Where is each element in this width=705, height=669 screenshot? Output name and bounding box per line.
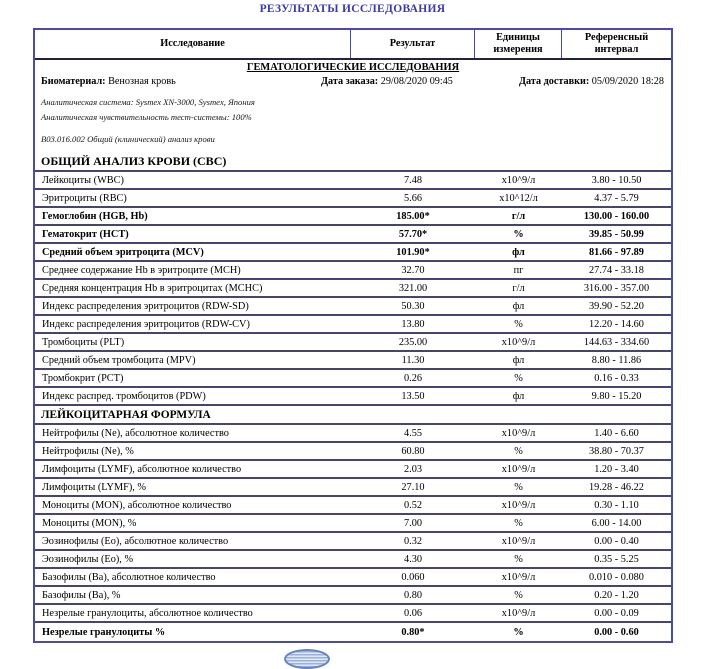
table-row bbox=[35, 515, 671, 533]
cell-name: Эозинофилы (Eo), абсолютное количество bbox=[42, 535, 229, 547]
cell-ref: 8.80 - 11.86 bbox=[591, 354, 642, 366]
cell-result: 0.32 bbox=[403, 535, 423, 547]
cell-name: Гемоглобин (HGB, Hb) bbox=[42, 210, 148, 222]
cell-units: х10^9/л bbox=[501, 499, 536, 511]
column-header-result: Результат bbox=[351, 30, 475, 58]
biomaterial-row bbox=[35, 75, 671, 92]
cell-units: пг bbox=[513, 264, 524, 276]
cell-ref: 3.80 - 10.50 bbox=[591, 174, 642, 186]
cell-units: х10^9/л bbox=[501, 427, 536, 439]
cell-units: % bbox=[514, 445, 523, 457]
column-header-units: Единицы измерения bbox=[475, 30, 562, 58]
cell-ref: 0.00 - 0.60 bbox=[594, 626, 639, 638]
cell-units: % bbox=[514, 372, 523, 384]
table-row bbox=[35, 226, 671, 244]
group-header: ОБЩИЙ АНАЛИЗ КРОВИ (СВС) bbox=[35, 152, 671, 172]
cell-name: Базофилы (Ba), % bbox=[42, 589, 121, 601]
cell-name: Незрелые гранулоциты % bbox=[42, 626, 166, 638]
cell-ref: 1.20 - 3.40 bbox=[594, 463, 639, 475]
cell-result: 0.80* bbox=[401, 626, 425, 638]
service-code-line: В03.016.002 Общий (клинический) анализ крови bbox=[41, 134, 215, 144]
cell-result: 60.80 bbox=[401, 445, 425, 457]
table-row bbox=[35, 479, 671, 497]
cell-units: х10^9/л bbox=[501, 336, 536, 348]
cell-name: Базофилы (Ba), абсолютное количество bbox=[42, 571, 216, 583]
cell-ref: 0.00 - 0.40 bbox=[594, 535, 639, 547]
cell-ref: 39.85 - 50.99 bbox=[589, 228, 644, 240]
cell-units: г/л bbox=[511, 210, 526, 222]
section-title: ГЕМАТОЛОГИЧЕСКИЕ ИССЛЕДОВАНИЯ bbox=[246, 62, 460, 73]
cell-result: 11.30 bbox=[401, 354, 425, 366]
cell-units: % bbox=[513, 228, 524, 240]
cell-name: Средняя концентрация Hb в эритроцитах (MCHC) bbox=[42, 282, 263, 294]
table-row bbox=[35, 244, 671, 262]
group-header: ЛЕЙКОЦИТАРНАЯ ФОРМУЛА bbox=[35, 406, 671, 425]
clinic-stamp-partial bbox=[284, 649, 330, 669]
cell-name: Индекс распределения эритроцитов (RDW-SD) bbox=[42, 300, 249, 312]
cell-name: Эозинофилы (Eo), % bbox=[42, 553, 134, 565]
results-table bbox=[33, 28, 673, 643]
cell-ref: 144.63 - 334.60 bbox=[583, 336, 650, 348]
cell-units: % bbox=[513, 626, 524, 638]
table-row bbox=[35, 208, 671, 226]
cell-result: 7.48 bbox=[403, 174, 423, 186]
cell-name: Тромбоциты (PLT) bbox=[42, 336, 125, 348]
cell-name: Лимфоциты (LYMF), абсолютное количество bbox=[42, 463, 242, 475]
table-row bbox=[35, 425, 671, 443]
table-row bbox=[35, 605, 671, 623]
cell-name: Нейтрофилы (Ne), % bbox=[42, 445, 134, 457]
table-row bbox=[35, 316, 671, 334]
analytic-info-block bbox=[35, 92, 671, 152]
cell-name: Средний объем тромбоцита (MPV) bbox=[42, 354, 196, 366]
cell-result: 0.26 bbox=[403, 372, 423, 384]
cell-units: % bbox=[514, 589, 523, 601]
analytic-sensitivity-line: Аналитическая чувствительность тест-системы: 100% bbox=[41, 112, 252, 122]
cell-name: Индекс распределения эритроцитов (RDW-CV) bbox=[42, 318, 250, 330]
cell-ref: 316.00 - 357.00 bbox=[583, 282, 650, 294]
table-row bbox=[35, 280, 671, 298]
table-row bbox=[35, 352, 671, 370]
cell-result: 4.55 bbox=[403, 427, 423, 439]
column-header-reference: Референсный интервал bbox=[584, 32, 649, 55]
cell-ref: 1.40 - 6.60 bbox=[594, 427, 639, 439]
table-row bbox=[35, 388, 671, 406]
cell-ref: 27.74 - 33.18 bbox=[589, 264, 644, 276]
cell-units: % bbox=[514, 481, 523, 493]
table-row bbox=[35, 190, 671, 208]
cell-ref: 19.28 - 46.22 bbox=[589, 481, 644, 493]
cell-units: фл bbox=[512, 390, 525, 402]
cell-name: Индекс распред. тромбоцитов (PDW) bbox=[42, 390, 206, 402]
cell-ref: 81.66 - 97.89 bbox=[589, 246, 644, 258]
cell-name: Незрелые гранулоциты, абсолютное количество bbox=[42, 607, 253, 619]
table-row bbox=[35, 623, 671, 641]
cell-name: Средний объем эритроцита (MCV) bbox=[42, 246, 204, 258]
table-row bbox=[35, 172, 671, 190]
cell-units: х10^9/л bbox=[501, 571, 536, 583]
table-row bbox=[35, 443, 671, 461]
cell-result: 13.50 bbox=[401, 390, 425, 402]
cell-result: 5.66 bbox=[403, 192, 423, 204]
cell-result: 321.00 bbox=[398, 282, 428, 294]
cell-ref: 0.00 - 0.09 bbox=[594, 607, 639, 619]
cell-name: Нейтрофилы (Ne), абсолютное количество bbox=[42, 427, 229, 439]
cell-ref: 4.37 - 5.79 bbox=[594, 192, 639, 204]
cell-result: 235.00 bbox=[398, 336, 428, 348]
cell-units: г/л bbox=[512, 282, 525, 294]
analytic-system-line: Аналитическая система: Sysmex XN-3000, Sysmex, Япония bbox=[41, 97, 255, 107]
table-row bbox=[35, 551, 671, 569]
result-groups bbox=[35, 152, 671, 641]
cell-units: х10^9/л bbox=[501, 463, 536, 475]
cell-name: Моноциты (MON), % bbox=[42, 517, 137, 529]
cell-name: Лимфоциты (LYMF), % bbox=[42, 481, 147, 493]
cell-result: 7.00 bbox=[403, 517, 423, 529]
table-row bbox=[35, 334, 671, 352]
cell-units: х10^9/л bbox=[501, 174, 536, 186]
cell-result: 0.80 bbox=[403, 589, 423, 601]
cell-result: 0.52 bbox=[403, 499, 423, 511]
cell-ref: 12.20 - 14.60 bbox=[589, 318, 644, 330]
cell-name: Лейкоциты (WBC) bbox=[42, 174, 124, 186]
table-row bbox=[35, 587, 671, 605]
page-title: РЕЗУЛЬТАТЫ ИССЛЕДОВАНИЯ bbox=[259, 3, 446, 15]
delivery-date: Дата доставки: 05/09/2020 18:28 bbox=[519, 76, 664, 87]
cell-units: х10^9/л bbox=[501, 535, 536, 547]
table-row bbox=[35, 497, 671, 515]
cell-ref: 39.90 - 52.20 bbox=[589, 300, 644, 312]
cell-result: 185.00* bbox=[396, 210, 430, 222]
cell-result: 101.90* bbox=[396, 246, 430, 258]
cell-result: 50.30 bbox=[401, 300, 425, 312]
cell-name: Гематокрит (HCT) bbox=[42, 228, 129, 240]
cell-units: % bbox=[514, 318, 523, 330]
cell-units: фл bbox=[512, 300, 525, 312]
cell-ref: 130.00 - 160.00 bbox=[583, 210, 650, 222]
cell-units: % bbox=[514, 553, 523, 565]
cell-units: фл bbox=[512, 354, 525, 366]
cell-ref: 6.00 - 14.00 bbox=[591, 517, 642, 529]
cell-ref: 0.010 - 0.080 bbox=[589, 571, 644, 583]
cell-ref: 0.16 - 0.33 bbox=[594, 372, 639, 384]
column-header-study: Исследование bbox=[35, 30, 351, 58]
cell-result: 4.30 bbox=[403, 553, 423, 565]
table-row bbox=[35, 370, 671, 388]
cell-result: 0.060 bbox=[401, 571, 425, 583]
table-header-row bbox=[35, 30, 671, 60]
cell-units: х10^12/л bbox=[499, 192, 538, 204]
table-row bbox=[35, 262, 671, 280]
cell-ref: 9.80 - 15.20 bbox=[591, 390, 642, 402]
cell-ref: 0.35 - 5.25 bbox=[594, 553, 639, 565]
table-row bbox=[35, 533, 671, 551]
cell-result: 57.70* bbox=[398, 228, 428, 240]
cell-ref: 0.30 - 1.10 bbox=[594, 499, 639, 511]
cell-name: Моноциты (MON), абсолютное количество bbox=[42, 499, 232, 511]
table-row bbox=[35, 461, 671, 479]
cell-name: Среднее содержание Hb в эритроците (MCH) bbox=[42, 264, 241, 276]
cell-ref: 0.20 - 1.20 bbox=[594, 589, 639, 601]
cell-result: 13.80 bbox=[401, 318, 425, 330]
table-row bbox=[35, 298, 671, 316]
cell-units: % bbox=[514, 517, 523, 529]
cell-name: Эритроциты (RBC) bbox=[42, 192, 127, 204]
cell-units: фл bbox=[512, 246, 525, 258]
cell-result: 0.06 bbox=[403, 607, 423, 619]
section-title-row bbox=[35, 60, 671, 75]
cell-result: 2.03 bbox=[403, 463, 423, 475]
biomaterial: Биоматериал: Венозная кровь bbox=[41, 76, 176, 87]
order-date: Дата заказа: 29/08/2020 09:45 bbox=[321, 76, 453, 87]
cell-result: 32.70 bbox=[401, 264, 425, 276]
table-row bbox=[35, 569, 671, 587]
cell-units: х10^9/л bbox=[501, 607, 536, 619]
cell-ref: 38.80 - 70.37 bbox=[589, 445, 644, 457]
cell-result: 27.10 bbox=[401, 481, 425, 493]
cell-name: Тромбокрит (PCT) bbox=[42, 372, 124, 384]
